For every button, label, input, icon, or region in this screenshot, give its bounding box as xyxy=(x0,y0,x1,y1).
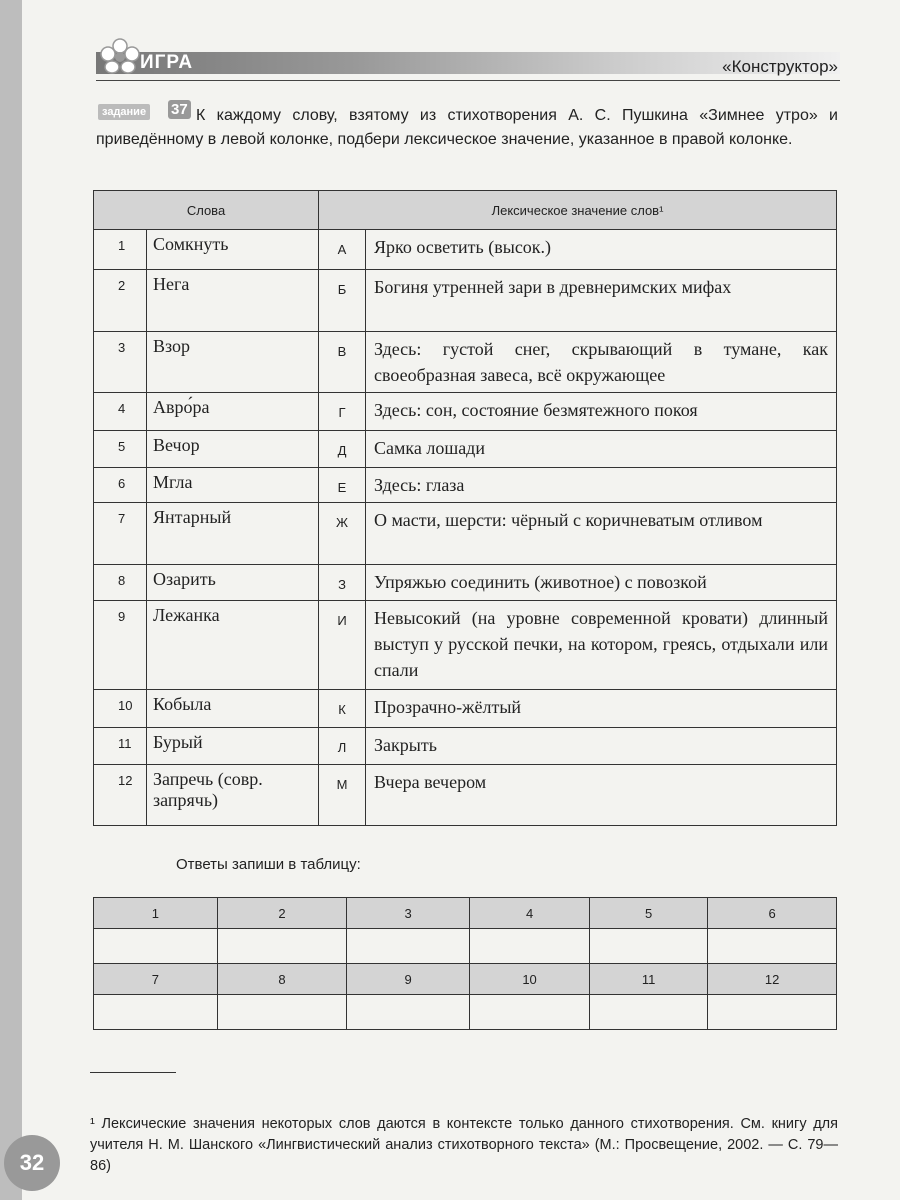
answer-number: 5 xyxy=(590,898,708,929)
answer-cell[interactable] xyxy=(94,995,218,1030)
answer-cell[interactable] xyxy=(708,929,837,964)
table-row xyxy=(94,468,837,503)
word-cell: Сомкнуть xyxy=(147,230,319,270)
table-row xyxy=(94,565,837,601)
letter-text: А xyxy=(337,242,347,257)
row-number xyxy=(94,601,147,690)
answer-cell[interactable] xyxy=(217,929,347,964)
row-number-text: 4 xyxy=(118,401,126,416)
answer-cell[interactable] xyxy=(217,995,347,1030)
table-row xyxy=(94,332,837,393)
row-number-text: 10 xyxy=(118,698,133,713)
task-number: 37 xyxy=(168,100,191,119)
footnote: ¹ Лексические значения некоторых слов даются в контексте только данного стихотворения. См. книгу для учителя Н. М. Шанского «Лингвистический анализ стихотворного текста» (М.: Просвещение, 2002. — С. 79—86) xyxy=(90,1116,838,1174)
letter-text: Д xyxy=(337,443,347,458)
answer-number: 4 xyxy=(470,898,590,929)
letter-cell xyxy=(319,765,366,826)
table-row xyxy=(94,690,837,728)
answers-table xyxy=(93,897,837,1030)
meaning-cell: Прозрачно-жёлтый xyxy=(366,690,837,728)
answer-cell[interactable] xyxy=(347,929,470,964)
letter-text: Ж xyxy=(335,515,348,530)
answers-label: Ответы запиши в таблицу: xyxy=(176,856,361,873)
answer-cell[interactable] xyxy=(590,995,708,1030)
letter-cell xyxy=(319,565,366,601)
header-rule xyxy=(96,80,840,81)
table-header xyxy=(94,191,837,230)
letter-cell xyxy=(319,393,366,431)
word-cell: Взор xyxy=(147,332,319,393)
answer-header-row xyxy=(94,898,837,929)
meaning-cell: Вчера вечером xyxy=(366,765,837,826)
margin-strip xyxy=(0,0,22,1200)
row-number-text: 11 xyxy=(118,736,132,751)
letter-text: В xyxy=(337,344,347,359)
row-number xyxy=(94,503,147,565)
meaning-cell: О масти, шерсти: чёрный с коричневатым отливом xyxy=(366,503,837,565)
letter-text: М xyxy=(336,777,348,792)
table-row xyxy=(94,728,837,765)
meaning-cell: Здесь: сон, состояние безмятежного покоя xyxy=(366,393,837,431)
word-cell: Кобыла xyxy=(147,690,319,728)
letter-cell xyxy=(319,332,366,393)
letter-cell xyxy=(319,728,366,765)
answer-number: 10 xyxy=(470,964,590,995)
row-number-text: 7 xyxy=(118,511,126,526)
meaning-cell: Закрыть xyxy=(366,728,837,765)
letter-text: Б xyxy=(337,282,347,297)
answer-number: 1 xyxy=(94,898,218,929)
row-number-text: 2 xyxy=(118,278,126,293)
meaning-cell: Упряжью соединить (животное) с повозкой xyxy=(366,565,837,601)
row-number-text: 8 xyxy=(118,573,126,588)
answer-number: 9 xyxy=(347,964,470,995)
row-number-text: 5 xyxy=(118,439,126,454)
meaning-cell: Здесь: глаза xyxy=(366,468,837,503)
letter-cell xyxy=(319,468,366,503)
word-cell: Запречь (совр. запрячь) xyxy=(147,765,319,826)
table-row xyxy=(94,230,837,270)
row-number xyxy=(94,230,147,270)
word-cell: Вечор xyxy=(147,431,319,468)
word-cell: Озарить xyxy=(147,565,319,601)
word-cell: Бурый xyxy=(147,728,319,765)
meanings-header: Лексическое значение слов¹ xyxy=(319,191,837,230)
row-number-text: 12 xyxy=(118,773,133,788)
table-row xyxy=(94,503,837,565)
row-number xyxy=(94,468,147,503)
row-number xyxy=(94,728,147,765)
letter-cell xyxy=(319,503,366,565)
letter-cell xyxy=(319,601,366,690)
row-number xyxy=(94,270,147,332)
letter-cell xyxy=(319,270,366,332)
meaning-cell: Самка лошади xyxy=(366,431,837,468)
letter-text: Г xyxy=(338,405,346,420)
answer-number: 11 xyxy=(590,964,708,995)
table-row xyxy=(94,765,837,826)
table-row xyxy=(94,431,837,468)
meaning-cell: Богиня утренней зари в древнеримских мифах xyxy=(366,270,837,332)
section-title: «Конструктор» xyxy=(722,57,838,76)
words-header: Слова xyxy=(94,191,319,230)
answer-cell[interactable] xyxy=(708,995,837,1030)
letter-cell xyxy=(319,690,366,728)
table-row xyxy=(94,270,837,332)
flower-logo-icon xyxy=(100,38,140,74)
answer-cell[interactable] xyxy=(470,995,590,1030)
matching-table xyxy=(93,190,837,826)
row-number xyxy=(94,393,147,431)
row-number-text: 1 xyxy=(118,238,126,253)
word-cell: Авро́ра xyxy=(147,393,319,431)
letter-text: К xyxy=(338,702,346,717)
answer-number: 8 xyxy=(217,964,347,995)
meaning-cell: Невысокий (на уровне современной кровати) длинный выступ у русской печки, на котором, греясь, отдыхали или спали xyxy=(366,601,837,690)
letter-text: И xyxy=(337,613,347,628)
footnote-rule xyxy=(90,1072,176,1073)
table-row xyxy=(94,393,837,431)
row-number-text: 6 xyxy=(118,476,126,491)
letter-cell xyxy=(319,431,366,468)
page-number: 32 xyxy=(4,1135,60,1191)
meaning-cell: Ярко осветить (высок.) xyxy=(366,230,837,270)
row-number-text: 3 xyxy=(118,340,126,355)
answer-header-row xyxy=(94,964,837,995)
answer-number: 6 xyxy=(708,898,837,929)
answer-cell[interactable] xyxy=(347,995,470,1030)
row-number xyxy=(94,765,147,826)
answer-input-row xyxy=(94,929,837,964)
answer-number: 3 xyxy=(347,898,470,929)
game-label: ИГРА xyxy=(140,52,194,73)
row-number xyxy=(94,565,147,601)
task-text: К каждому слову, взятому из стихотворения А. С. Пушкина «Зимнее утро» и приведённому в левой колонке, подбери лексическое значение, указанное в правой колонке. xyxy=(96,107,838,148)
word-cell: Янтарный xyxy=(147,503,319,565)
answer-number: 12 xyxy=(708,964,837,995)
task-badge: задание xyxy=(98,104,150,120)
letter-text: З xyxy=(338,577,346,592)
letter-text: Л xyxy=(337,740,347,755)
answer-cell[interactable] xyxy=(94,929,218,964)
row-number xyxy=(94,431,147,468)
answer-cell[interactable] xyxy=(590,929,708,964)
answer-number: 2 xyxy=(217,898,347,929)
row-number xyxy=(94,332,147,393)
answer-input-row xyxy=(94,995,837,1030)
answer-number: 7 xyxy=(94,964,218,995)
word-cell: Мгла xyxy=(147,468,319,503)
word-cell: Лежанка xyxy=(147,601,319,690)
table-row xyxy=(94,601,837,690)
row-number-text: 9 xyxy=(118,609,126,624)
meaning-cell: Здесь: густой снег, скрывающий в тумане, как своеобразная завеса, всё окружающее xyxy=(366,332,837,393)
letter-text: Е xyxy=(337,480,347,495)
row-number xyxy=(94,690,147,728)
answer-cell[interactable] xyxy=(470,929,590,964)
letter-cell xyxy=(319,230,366,270)
word-cell: Нега xyxy=(147,270,319,332)
